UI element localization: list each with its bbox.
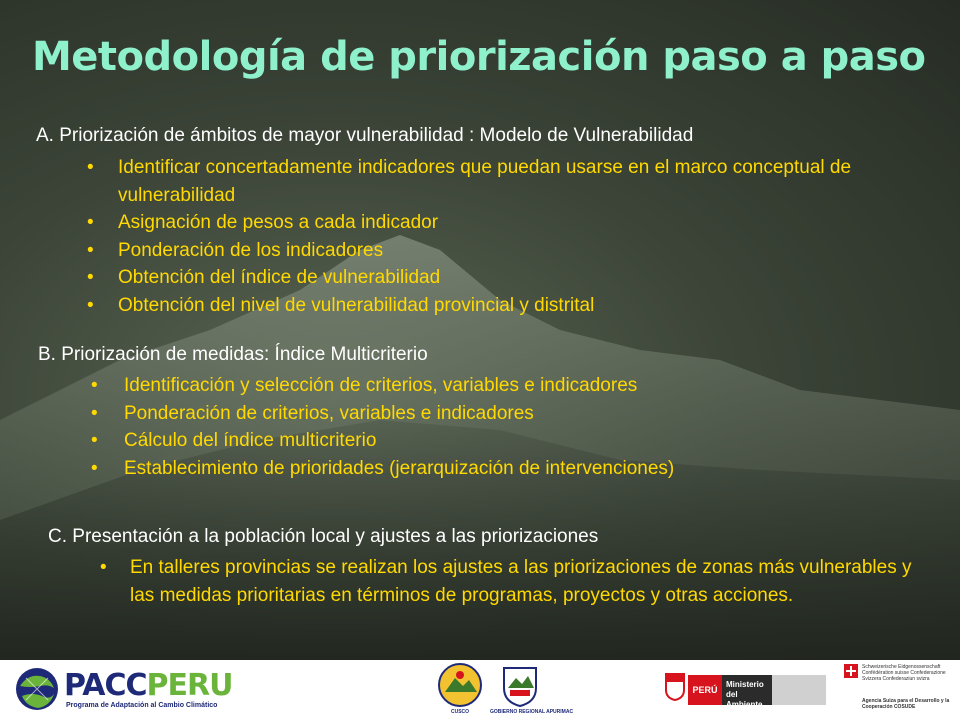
- bullet-item: [87, 209, 918, 237]
- pacc-subtitle: Programa de Adaptación al Cambio Climático: [66, 702, 218, 709]
- ministerio-line-2: del Ambiente: [726, 690, 763, 709]
- swiss-flag-icon: [844, 664, 858, 678]
- bullet-dot: •: [87, 157, 94, 178]
- peru-label: PERÚ: [688, 675, 722, 705]
- bullet-text: En talleres provincias se realizan los ajustes a las priorizaciones de zonas más vulnerables y las medidas prioritarias en términos de programas, proyectos y otras acciones.: [130, 557, 912, 606]
- pacc-wordmark-part2: PERU: [146, 668, 233, 703]
- bullet-text: Cálculo del índice multicriterio: [124, 430, 377, 451]
- bullet-text: Asignación de pesos a cada indicador: [118, 212, 439, 233]
- bullet-dot: •: [91, 375, 98, 396]
- ministerio-label: [722, 675, 772, 709]
- cosude-text: Agencia Suiza para el Desarrollo y la Cooperación COSUDE: [862, 698, 950, 710]
- bullet-item: [91, 455, 924, 483]
- bullet-item: [87, 237, 918, 265]
- bullet-dot: •: [87, 212, 94, 233]
- section-b-heading: B. Priorización de medidas: Índice Multicriterio: [38, 344, 428, 365]
- ministerio-ambiente-logo: [688, 675, 826, 709]
- pacc-peru-logo: [14, 666, 294, 716]
- ministerio-line-1: Ministerio: [726, 680, 764, 689]
- globe-icon: [14, 666, 60, 712]
- regional-emblem-apurimac-icon: [496, 662, 544, 710]
- bullet-text: Ponderación de criterios, variables e indicadores: [124, 402, 534, 424]
- bullet-text: Ponderación de los indicadores: [118, 239, 384, 261]
- bullet-item: [100, 554, 930, 609]
- bullet-item: [91, 427, 924, 455]
- section-b-bullet-list: [91, 372, 924, 482]
- bullet-text: Obtención del índice de vulnerabilidad: [118, 267, 441, 288]
- bullet-item: [91, 400, 924, 428]
- section-a-bullet-list: [87, 154, 918, 319]
- bullet-dot: •: [91, 430, 98, 451]
- bullet-text: Obtención del nivel de vulnerabilidad provincial y distrital: [118, 294, 595, 316]
- section-a-heading: A. Priorización de ámbitos de mayor vulnerabilidad : Modelo de Vulnerabilidad: [36, 125, 694, 146]
- bullet-dot: •: [91, 402, 98, 424]
- bullet-text: Identificar concertadamente indicadores que puedan usarse en el marco conceptual de vulnerabilidad: [118, 157, 852, 206]
- bullet-dot: •: [100, 557, 107, 578]
- bullet-item: [87, 154, 918, 209]
- bullet-dot: •: [87, 267, 94, 288]
- bullet-dot: •: [91, 457, 98, 479]
- regional-emblem-apurimac-label: GOBIERNO REGIONAL APURIMAC: [490, 709, 574, 715]
- section-c-heading: C. Presentación a la población local y ajustes a las priorizaciones: [48, 526, 599, 547]
- logo-footer: [0, 660, 960, 720]
- slide-title: Metodología de priorización paso a paso: [32, 34, 926, 80]
- section-c-bullet-list: [100, 554, 930, 609]
- bullet-dot: •: [87, 239, 94, 261]
- ministerio-gray-block: [772, 675, 826, 705]
- bullet-text: Establecimiento de prioridades (jerarquización de intervenciones): [124, 457, 675, 479]
- bullet-dot: •: [87, 294, 94, 316]
- bullet-text: Identificación y selección de criterios, variables e indicadores: [124, 375, 638, 396]
- peru-coat-of-arms-icon: [664, 672, 686, 702]
- swiss-confederation-text: Schweizerische Eidgenossenschaft Confédération suisse Confederazione Svizzera Confederaziun svizra: [862, 664, 946, 682]
- bullet-item: [87, 264, 918, 292]
- regional-emblem-cusco-icon: [437, 662, 483, 710]
- bullet-item: [87, 292, 918, 320]
- bullet-item: [91, 372, 924, 400]
- regional-emblem-cusco-label: CUSCO: [450, 709, 470, 715]
- pacc-peru-wordmark: [64, 668, 232, 703]
- pacc-wordmark-part1: PACC: [64, 668, 147, 703]
